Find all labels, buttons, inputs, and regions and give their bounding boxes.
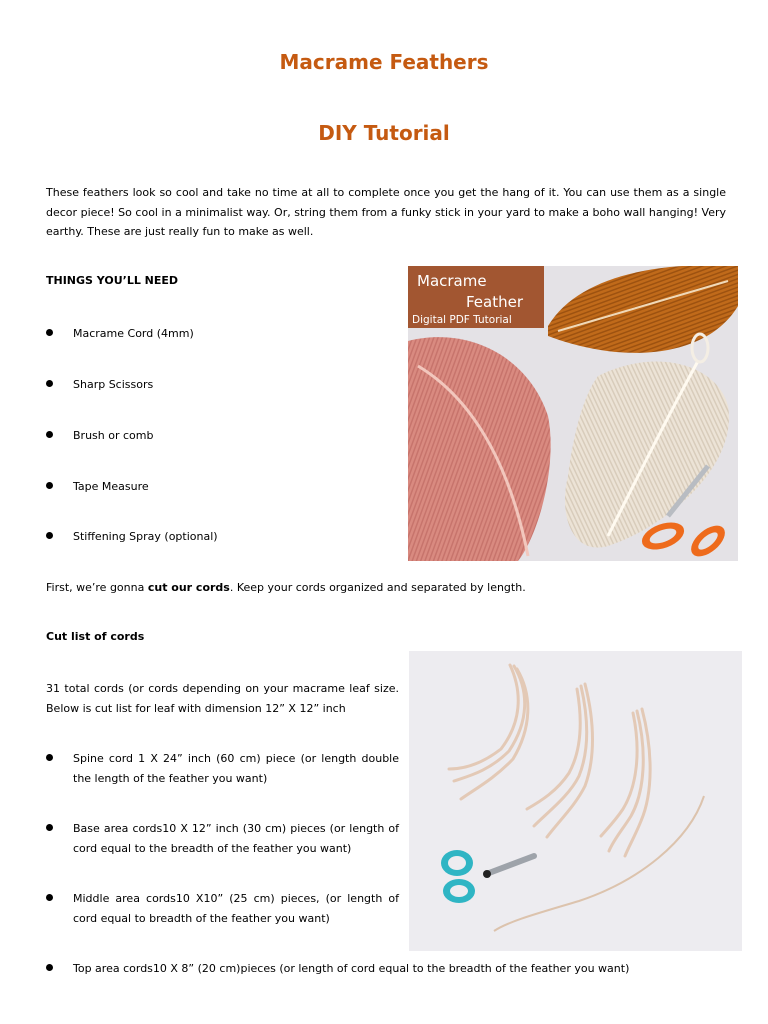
cut-sentence: First, we’re gonna cut our cords. Keep your cords organized and separated by length. [46,581,526,594]
cut-intro-paragraph: 31 total cords (or cords depending on your macrame leaf size. Below is cut list for leaf with dimension 12” X 12” inch [46,682,399,715]
image-subtitle: Digital PDF Tutorial [412,314,512,326]
bullet-icon [46,482,53,489]
bullet-icon [46,754,53,761]
document-subtitle: DIY Tutorial [318,121,450,145]
intro-paragraph: These feathers look so cool and take no time at all to complete once you get the hang of it. You can use them as a single decor piece! So cool in a minimalist way. Or, string them from a funky stick in your yard to make a boho wall hanging! Very earthy. These are just really fun to make as well. [46,186,726,238]
feathers-photo [408,266,738,561]
bullet-icon [46,532,53,539]
bullet-icon [46,964,53,971]
bullet-icon [46,431,53,438]
things-heading: THINGS YOU’LL NEED [46,274,179,287]
bullet-icon [46,894,53,901]
image-title-line2: Feather [466,293,524,311]
bullet-icon [46,380,53,387]
image-title-line1: Macrame [417,272,487,290]
document-title: Macrame Feathers [279,50,489,74]
cut-list-heading: Cut list of cords [46,630,145,643]
bullet-icon [46,824,53,831]
cut-cords-illustration [409,651,742,951]
feathers-illustration [408,266,738,561]
cut-cords-photo [409,651,742,951]
bullet-icon [46,329,53,336]
